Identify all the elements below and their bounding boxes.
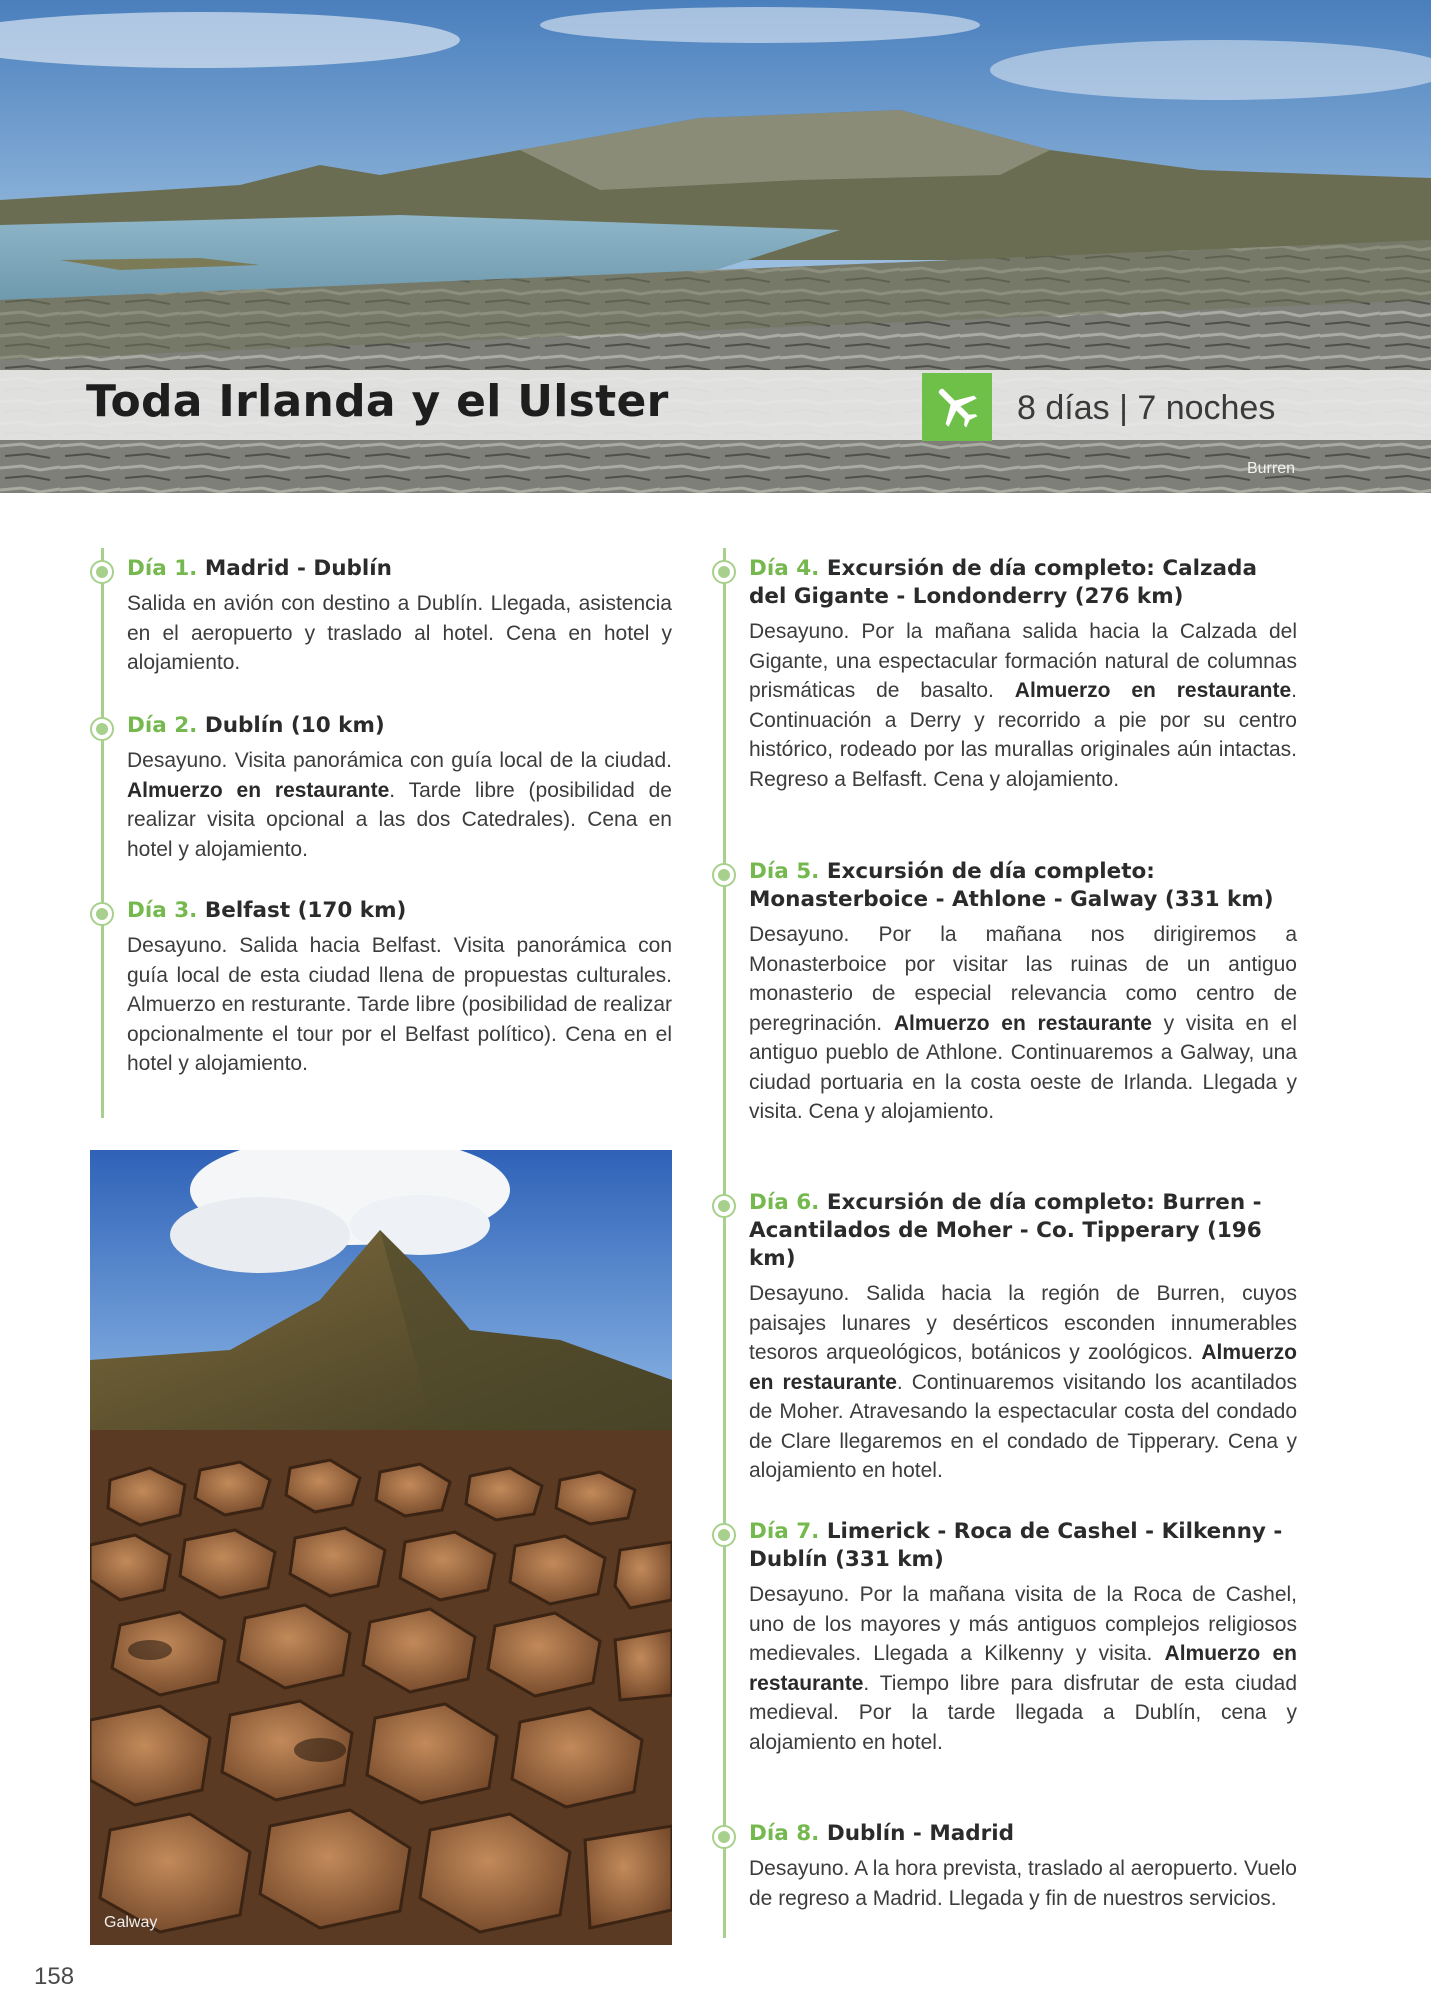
bullet-icon	[711, 1193, 737, 1219]
page-number: 158	[34, 1963, 75, 1990]
airplane-icon	[922, 373, 992, 441]
day-number: Día 7.	[749, 1519, 820, 1544]
page-title: Toda Irlanda y el Ulster	[86, 376, 669, 427]
day-description: Desayuno. Por la mañana visita de la Roca de Cashel, uno de los mayores y más antiguos complejos religiosos medievales. Llegada a Kilkenny y visita. Almuerzo en restaurante. Tiempo libre para disfrutar de esta ciudad medieval. Por la tarde llegada a Dublín, cena y alojamiento en hotel.	[749, 1583, 1297, 1754]
day-section	[127, 555, 672, 678]
day-description: Desayuno. A la hora prevista, traslado al aeropuerto. Vuelo de regreso a Madrid. Llegada y fin de nuestros servicios.	[749, 1857, 1297, 1910]
day-title: Excursión de día completo: Burren - Acantilados de Moher - Co. Tipperary (196 km)	[749, 1190, 1262, 1271]
day-number: Día 2.	[127, 713, 198, 738]
day-heading	[127, 712, 672, 740]
day-section	[749, 1820, 1297, 1913]
day-title: Excursión de día completo: Monasterboice - Athlone - Galway (331 km)	[749, 859, 1274, 912]
day-section	[127, 712, 672, 864]
bullet-icon	[89, 901, 115, 927]
day-description: Desayuno. Salida hacia la región de Burren, cuyos paisajes lunares y desérticos esconden innumerables tesoros arqueológicos, botánicos y zoológicos. Almuerzo en restaurante. Continuaremos visitando los acantilados de Moher. Atravesando la espectacular costa del condado de Clare llegaremos en el condado de Tipperary. Cena y alojamiento en hotel.	[749, 1282, 1297, 1482]
photo-caption: Galway	[104, 1914, 158, 1931]
day-description: Desayuno. Salida hacia Belfast. Visita panorámica con guía local de esta ciudad llena de propuestas culturales. Almuerzo en resturante. Tarde libre (posibilidad de realizar opcionalmente el tour por el Belfast político). Cena en el hotel y alojamiento.	[127, 934, 672, 1075]
day-description: Desayuno. Por la mañana nos dirigiremos a Monasterboice por visitar las ruinas de un antiguo monasterio de especial relevancia como centro de peregrinación. Almuerzo en restaurante y visita en el antiguo pueblo de Athlone. Continuaremos a Galway, una ciudad portuaria en la costa oeste de Irlanda. Llegada y visita. Cena y alojamiento.	[749, 923, 1297, 1123]
day-title: Limerick - Roca de Cashel - Kilkenny - Dublín (331 km)	[749, 1519, 1283, 1572]
causeway-photo	[90, 1150, 672, 1945]
day-title: Dublín - Madrid	[826, 1821, 1014, 1846]
day-number: Día 6.	[749, 1190, 820, 1215]
day-description: Desayuno. Por la mañana salida hacia la Calzada del Gigante, una espectacular formación natural de columnas prismáticas de basalto. Almuerzo en restaurante. Continuación a Derry y recorrido a pie por su centro histórico, rodeado por las murallas originales aún intactas. Regreso a Belfasft. Cena y alojamiento.	[749, 620, 1297, 791]
day-number: Día 8.	[749, 1821, 820, 1846]
day-number: Día 3.	[127, 898, 198, 923]
day-heading	[127, 897, 672, 925]
day-heading	[749, 555, 1297, 611]
day-description: Desayuno. Visita panorámica con guía local de la ciudad. Almuerzo en restaurante. Tarde libre (posibilidad de realizar visita opcional a las dos Catedrales). Cena en hotel y alojamiento.	[127, 749, 672, 861]
day-heading	[749, 858, 1297, 914]
day-section	[127, 897, 672, 1079]
day-heading	[127, 555, 672, 583]
day-title: Dublín (10 km)	[204, 713, 385, 738]
day-title: Belfast (170 km)	[204, 898, 407, 923]
bullet-icon	[711, 1522, 737, 1548]
timeline-line-right	[723, 548, 726, 1938]
day-title: Madrid - Dublín	[204, 556, 392, 581]
trip-duration: 8 días | 7 noches	[1017, 389, 1276, 427]
timeline-line-left	[101, 548, 104, 1118]
day-section	[749, 858, 1297, 1127]
bullet-icon	[711, 862, 737, 888]
day-title: Excursión de día completo: Calzada del Gigante - Londonderry (276 km)	[749, 556, 1257, 609]
day-number: Día 4.	[749, 556, 820, 581]
bullet-icon	[89, 559, 115, 585]
day-heading	[749, 1518, 1297, 1574]
day-section	[749, 1518, 1297, 1757]
bullet-icon	[711, 559, 737, 585]
day-section	[749, 1189, 1297, 1486]
bullet-icon	[89, 716, 115, 742]
day-number: Día 5.	[749, 859, 820, 884]
day-heading	[749, 1820, 1297, 1848]
day-description: Salida en avión con destino a Dublín. Llegada, asistencia en el aeropuerto y traslado al hotel. Cena en hotel y alojamiento.	[127, 592, 672, 674]
day-number: Día 1.	[127, 556, 198, 581]
day-heading	[749, 1189, 1297, 1273]
bullet-icon	[711, 1824, 737, 1850]
hero-image-caption: Burren	[1246, 460, 1295, 477]
day-section	[749, 555, 1297, 794]
